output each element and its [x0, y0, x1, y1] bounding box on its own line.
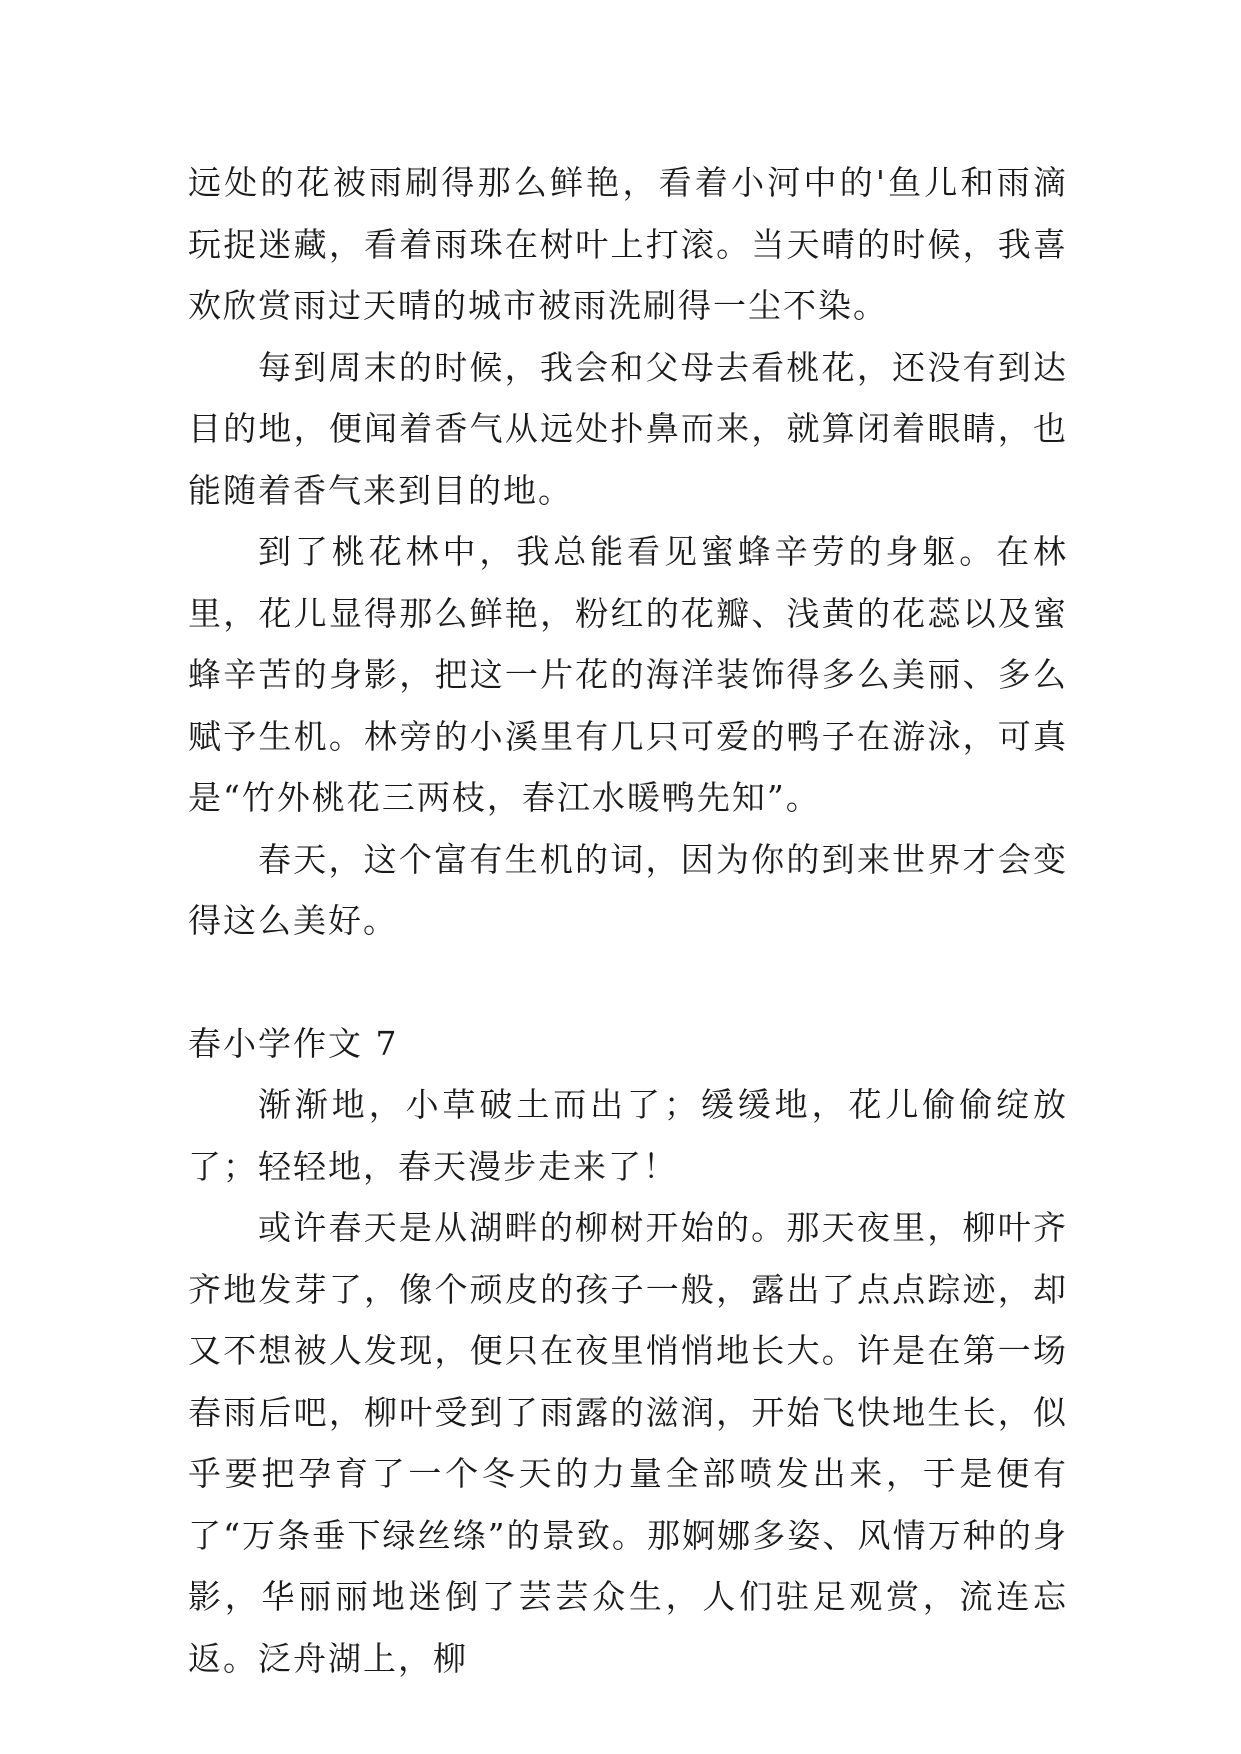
section-title: 春小学作文 7: [188, 1023, 399, 1063]
document-body: [188, 152, 1068, 1689]
paragraph: 或许春天是从湖畔的柳树开始的。那天夜里，柳叶齐齐地发芽了，像个顽皮的孩子一般，露出了点点踪迹，却又不想被人发现，便只在夜里悄悄地长大。许是在第一场春雨后吧，柳叶受到了雨露的滋润，开始飞快地生长，似乎要把孕育了一个冬天的力量全部喷发出来，于是便有了“万条垂下绿丝绦”的景致。那婀娜多姿、风情万种的身影，华丽丽地迷倒了芸芸众生，人们驻足观赏，流连忘返。泛舟湖上，柳: [188, 1208, 1068, 1678]
paragraph: 渐渐地，小草破土而出了；缓缓地，花儿偷偷绽放了；轻轻地，春天漫步走来了！: [188, 1085, 1068, 1186]
paragraph: 远处的花被雨刷得那么鲜艳，看着小河中的'鱼儿和雨滴玩捉迷藏，看着雨珠在树叶上打滚。当天晴的时候，我喜欢欣赏雨过天晴的城市被雨洗刷得一尘不染。: [188, 163, 1068, 325]
paragraph: 每到周末的时候，我会和父母去看桃花，还没有到达目的地，便闻着香气从远处扑鼻而来，就算闭着眼睛，也能随着香气来到目的地。: [188, 347, 1068, 510]
paragraph: 到了桃花林中，我总能看见蜜蜂辛劳的身躯。在林里，花儿显得那么鲜艳，粉红的花瓣、浅黄的花蕊以及蜜蜂辛苦的身影，把这一片花的海洋装饰得多么美丽、多么赋予生机。林旁的小溪里有几只可爱的鸭子在游泳，可真是“竹外桃花三两枝，春江水暖鸭先知”。: [188, 532, 1068, 817]
paragraph: 春天，这个富有生机的词，因为你的到来世界才会变得这么美好。: [188, 839, 1068, 940]
